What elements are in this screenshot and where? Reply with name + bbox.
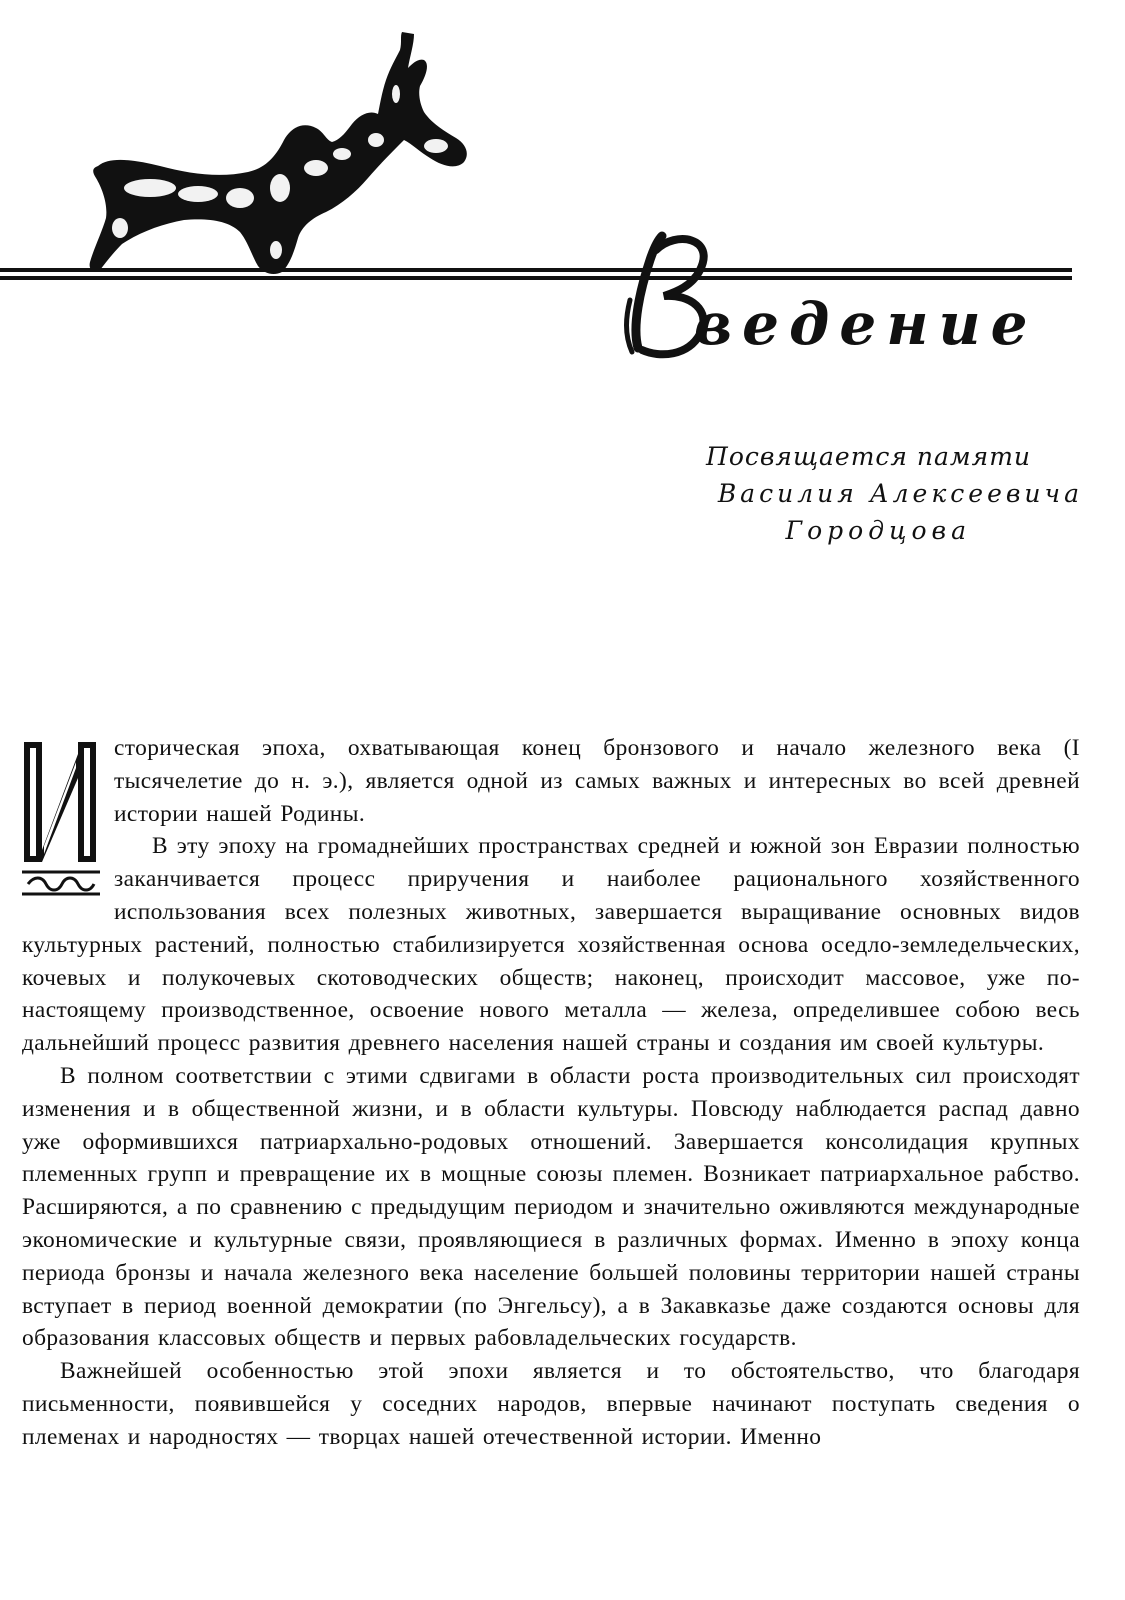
dedication xyxy=(623,438,1083,549)
paragraph-1: сторическая эпоха, охватывающая конец бронзового и начало железного века (I тысячелетие до н. э.), является одной из самых важных и интересных во всей древней истории нашей Родины. xyxy=(114,735,1080,827)
paragraph-4: Важнейшей особенностью этой эпохи является и то обстоятельство, что благодаря письменности, появившейся у соседних народов, впервые начинают поступать сведения о племенах и народностях — творцах нашей отечественной истории. Именно xyxy=(22,1358,1080,1450)
drop-cap-letter: И xyxy=(22,738,24,739)
heading-text: ведение xyxy=(694,290,1038,358)
dedication-line-1: Посвящается памяти xyxy=(706,442,1031,471)
dedication-line-2: Василия Алексеевича xyxy=(717,479,1083,508)
paragraph-2: В эту эпоху на громаднейших пространствах средней и южной зон Евразии полностью заканчивается процесс приручения и наиболее рационального хозяйственного использования всех полезных животных, завершается выращивание основных видов культурных растений, полностью стабилизируется хозяйственная основа оседло-земледельческих, кочевых и полукочевых скотоводческих обществ; наконец, происходит массовое, уже по-настоящему производственное, освоение нового металла — железа, определившее собою весь дальнейший процесс развития древнего населения нашей страны и создания им своей культуры. xyxy=(22,833,1080,1057)
bronze-animal-figurine xyxy=(80,28,480,280)
body-text xyxy=(22,732,1080,1454)
drop-cap-initial xyxy=(22,738,100,896)
dedication-line-3: Городцова xyxy=(785,516,971,545)
figurine-silhouette xyxy=(90,32,467,274)
chapter-heading xyxy=(620,230,1038,380)
paragraph-3: В полном соответствии с этими сдвигами в области роста производительных сил происходят изменения и в общественной жизни, и в области культуры. Повсюду наблюдается распад давно уже оформившихся патриархально-родовых отношений. Завершается консолидация крупных племенных групп и превращение их в мощные союзы племен. Возникает патриархальное рабство. Расширяются, а по сравнению с предыдущим периодом и значительно оживляются международные экономические и культурные связи, проявляющиеся в различных формах. Именно в эпоху конца периода бронзы и начала железного века население большей половины территории нашей страны вступает в период военной демократии (по Энгельсу), а в Закавказье даже создаются основы для образования классовых обществ и первых рабовладельческих государств. xyxy=(22,1062,1080,1352)
